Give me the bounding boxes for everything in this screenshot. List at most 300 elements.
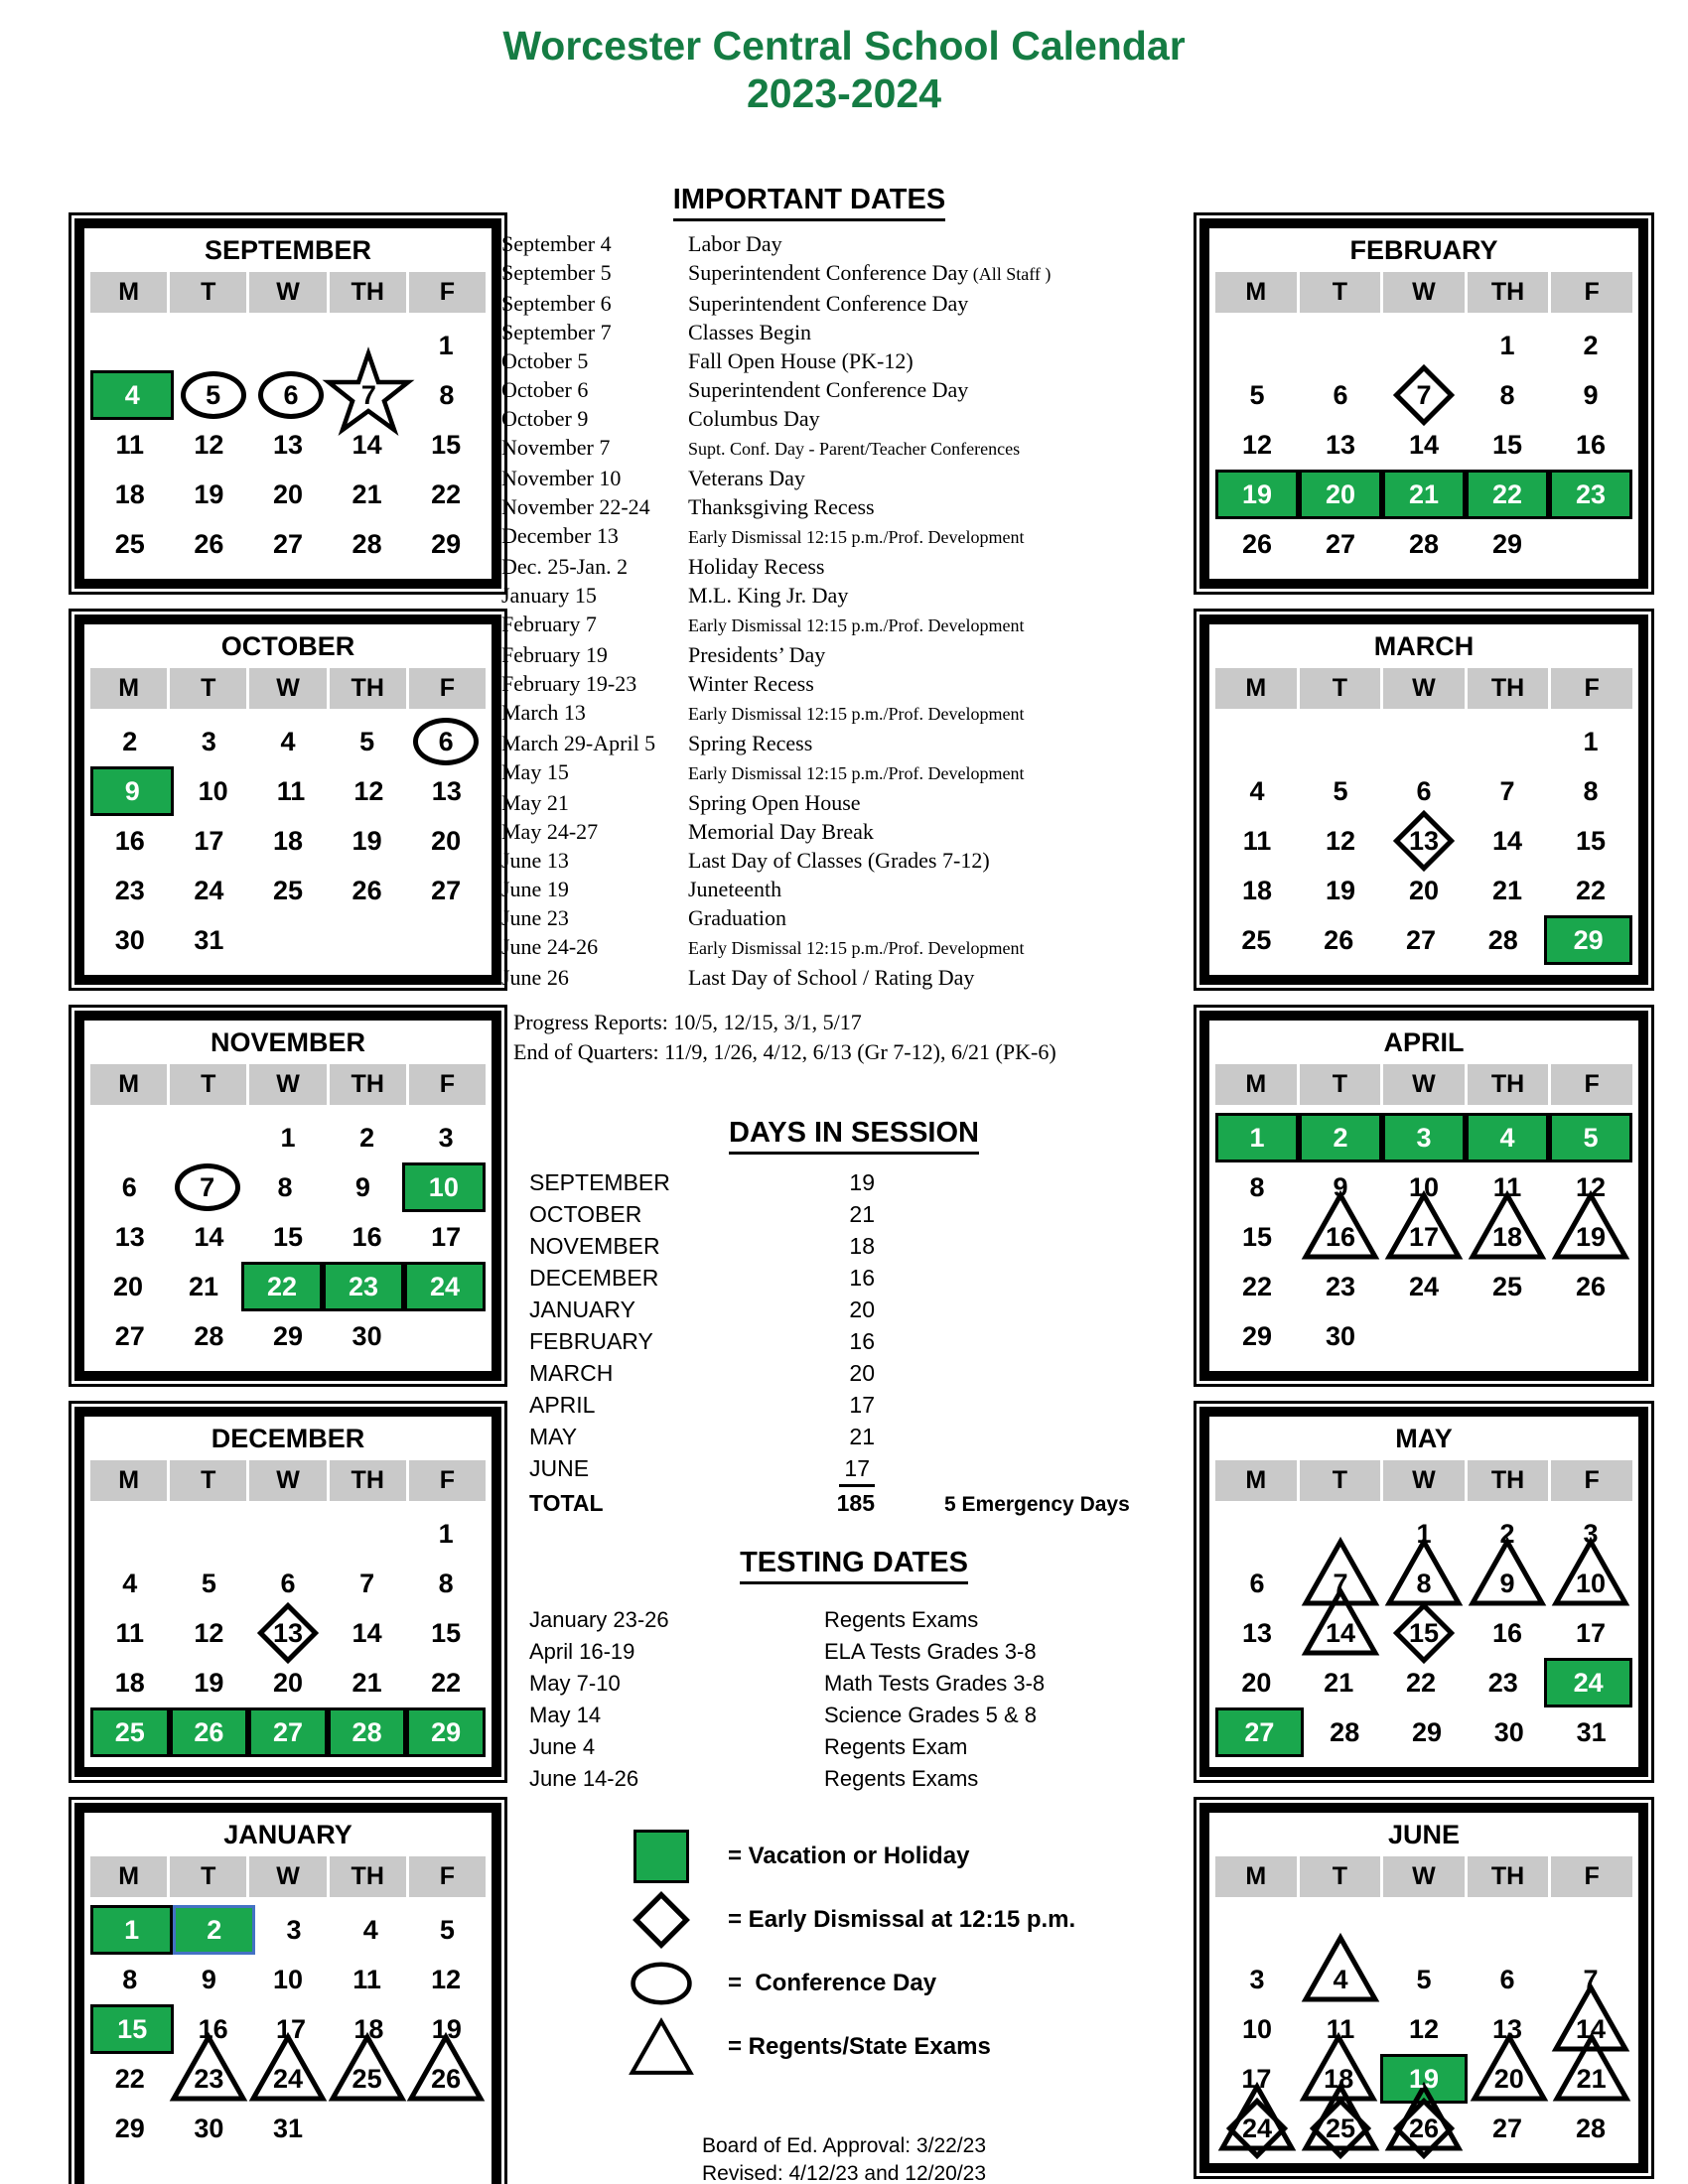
day-number: 5 [201, 1568, 216, 1598]
calendar-day-cell [328, 470, 407, 519]
day-number: 27 [1325, 528, 1356, 559]
day-number: 13 [431, 775, 462, 806]
underlined-value: 17 [839, 1452, 875, 1487]
day-number: 19 [194, 478, 224, 509]
days-in-session-row [529, 1294, 1206, 1325]
calendar-day-cell [170, 1113, 249, 1162]
calendar-week-row [1215, 1212, 1632, 1262]
calendar-week-row [1215, 866, 1632, 915]
day-number: 1 [438, 1518, 454, 1549]
day-number: 17 [1241, 2063, 1272, 2094]
calendar-day-cell [1215, 766, 1299, 816]
calendar-day-cell [1298, 1658, 1380, 1707]
calendar-week-row [90, 470, 486, 519]
day-number: 22 [431, 1667, 462, 1698]
day-number: 4 [1499, 1122, 1515, 1153]
calendar-day-cell [248, 519, 328, 569]
calendar-week-row [1215, 1707, 1632, 1757]
important-date-description: Presidents’ Day [688, 642, 826, 667]
calendar-day-cell [1466, 1955, 1549, 2004]
calendar-day-cell [1466, 1212, 1549, 1262]
weekday-t: T [170, 1856, 249, 1897]
calendar-day-cell [1382, 1311, 1466, 1361]
calendar-day-cell [1382, 1608, 1466, 1658]
calendar-october [74, 614, 501, 985]
page-title-line2: 2023-2024 [746, 70, 942, 116]
calendar-day-cell [90, 1608, 170, 1658]
testing-date-label: January 23-26 [529, 1607, 669, 1632]
day-number: 21 [1491, 875, 1523, 905]
calendar-weekday-header [90, 1064, 486, 1105]
calendar-week-row [90, 766, 486, 816]
calendar-month-title: FEBRUARY [1349, 235, 1498, 265]
days-in-session-month: JUNE [529, 1455, 590, 1481]
important-date-row [501, 552, 1206, 581]
day-number: 13 [1408, 825, 1440, 856]
calendar-weekday-header [1215, 668, 1632, 709]
calendar-month-title: MAY [1395, 1424, 1453, 1453]
day-number: 28 [352, 1716, 382, 1747]
important-dates-heading-text: IMPORTANT DATES [673, 184, 945, 221]
calendar-december [74, 1407, 501, 1777]
calendar-day-cell [170, 470, 249, 519]
important-date-label: September 6 [501, 291, 612, 316]
weekday-t: T [1300, 668, 1384, 709]
important-dates-note-line: End of Quarters: 11/9, 1/26, 4/12, 6/13 (Gr 7-12), 6/21 (PK-6) [513, 1039, 1056, 1064]
important-date-row [501, 903, 1206, 932]
day-number: 25 [1241, 924, 1272, 955]
testing-date-description: Regents Exam [824, 1734, 968, 1759]
day-number: 15 [431, 429, 462, 460]
calendar-day-cell [90, 1311, 170, 1361]
calendar-week-row [90, 1955, 486, 2004]
day-number: 6 [283, 379, 299, 410]
weekday-th: TH [330, 668, 409, 709]
legend-item [501, 1952, 1206, 2015]
day-number: 17 [1575, 1617, 1607, 1648]
day-number: 5 [206, 379, 221, 410]
day-number: 30 [114, 924, 145, 955]
calendar-day-cell [1466, 370, 1549, 420]
calendar-week-row [90, 519, 486, 569]
day-number: 26 [1241, 528, 1273, 559]
important-date-row [501, 375, 1206, 404]
day-number: 19 [1408, 2063, 1440, 2094]
calendar-day-cell [248, 866, 328, 915]
calendar-day-cell [246, 1162, 324, 1212]
calendar-grid [90, 1113, 486, 1361]
calendar-weekday-header [90, 1460, 486, 1501]
important-date-description: Winter Recess [688, 671, 814, 696]
calendar-day-cell [406, 470, 486, 519]
calendar-day-cell [1544, 1658, 1632, 1707]
calendar-week-row [90, 915, 486, 965]
day-number: 22 [431, 478, 462, 509]
day-number: 13 [1325, 429, 1356, 460]
days-in-session-month: DECEMBER [529, 1265, 659, 1291]
day-number: 15 [1575, 825, 1607, 856]
calendar-day-cell [170, 1955, 249, 2004]
calendar-april [1199, 1011, 1648, 1381]
weekday-m: M [90, 668, 170, 709]
day-number: 8 [439, 379, 455, 410]
calendar-day-cell [248, 1608, 328, 1658]
important-date-row [501, 669, 1206, 698]
calendar-day-cell [1549, 1559, 1632, 1608]
weekday-th: TH [330, 1064, 409, 1105]
days-in-session-row [529, 1198, 1206, 1230]
days-in-session-heading [501, 1117, 1206, 1155]
calendar-day-cell [402, 1162, 486, 1212]
day-number: 14 [352, 429, 382, 460]
calendar-day-cell [1382, 717, 1466, 766]
calendar-day-cell [90, 519, 170, 569]
weekday-f: F [1551, 1856, 1632, 1897]
calendar-day-cell [1382, 1955, 1466, 2004]
calendar-day-cell [1466, 519, 1549, 569]
weekday-m: M [90, 1856, 170, 1897]
testing-date-row [529, 1668, 1206, 1700]
calendar-day-cell [1215, 1559, 1299, 1608]
important-date-description: Early Dismissal 12:15 p.m./Prof. Development [688, 763, 1025, 783]
calendar-month-title: JANUARY [223, 1820, 352, 1849]
calendar-day-cell [328, 2054, 407, 2104]
calendar-day-cell [90, 2104, 170, 2153]
day-number: 12 [353, 775, 384, 806]
important-date-row [501, 404, 1206, 433]
important-date-label: May 21 [501, 790, 569, 815]
day-number: 5 [439, 1914, 455, 1945]
day-number: 22 [114, 2063, 145, 2094]
day-number: 16 [352, 1221, 382, 1252]
testing-date-description: Regents Exams [824, 1607, 979, 1632]
weekday-w: W [249, 272, 329, 313]
day-number: 15 [272, 1221, 303, 1252]
testing-date-row [529, 1636, 1206, 1668]
calendar-day-cell [1215, 1707, 1304, 1757]
important-date-description: Superintendent Conference Day (All Staff ) [688, 260, 1052, 285]
days-in-session-value: 18 [849, 1233, 875, 1259]
day-number: 10 [428, 1171, 459, 1202]
day-number: 8 [1416, 1568, 1432, 1598]
calendar-day-cell [1386, 1707, 1469, 1757]
testing-date-label: May 14 [529, 1703, 602, 1727]
calendar-day-cell [1549, 1905, 1632, 1955]
calendar-day-cell [248, 2054, 328, 2104]
calendar-week-row [1215, 1658, 1632, 1707]
calendar-day-cell [170, 321, 249, 370]
legend-icon-oval [629, 1959, 694, 2008]
day-number: 25 [114, 1716, 145, 1747]
day-number: 18 [353, 2013, 384, 2044]
day-number: 31 [194, 924, 224, 955]
calendar-grid [90, 1509, 486, 1757]
day-number: 18 [1324, 2063, 1354, 2094]
important-date-row [501, 729, 1206, 757]
important-date-row [501, 433, 1206, 464]
important-date-row [501, 932, 1206, 963]
days-in-session-row [529, 1452, 1206, 1487]
important-date-label: September 4 [501, 231, 612, 256]
days-in-session-row [529, 1230, 1206, 1262]
day-number: 24 [1241, 2113, 1273, 2143]
calendar-day-cell [323, 1262, 404, 1311]
calendar-day-cell [1299, 420, 1382, 470]
day-number: 27 [1244, 1716, 1275, 1747]
calendar-day-cell [406, 915, 486, 965]
calendar-day-cell [328, 1113, 407, 1162]
calendar-day-cell [1299, 321, 1382, 370]
weekday-w: W [1383, 272, 1468, 313]
calendar-day-cell [408, 766, 486, 816]
day-number: 1 [438, 330, 454, 360]
calendar-weekday-header [90, 668, 486, 709]
day-number: 19 [1575, 1221, 1607, 1252]
calendar-day-cell [1215, 2004, 1299, 2054]
days-in-session-row [529, 1166, 1206, 1198]
day-number: 11 [1492, 1171, 1522, 1202]
calendar-day-cell [1380, 915, 1463, 965]
calendar-day-cell [1215, 1262, 1299, 1311]
calendar-day-cell [90, 370, 174, 420]
important-date-description: Memorial Day Break [688, 819, 874, 844]
calendar-day-cell [1382, 321, 1466, 370]
day-number: 15 [1408, 1617, 1440, 1648]
day-number: 13 [272, 429, 303, 460]
testing-date-row [529, 1731, 1206, 1763]
day-number: 17 [1408, 1221, 1440, 1252]
important-date-row [501, 963, 1206, 992]
calendar-week-row [90, 1658, 486, 1707]
important-dates-notes [501, 1008, 1206, 1067]
day-number: 23 [1575, 478, 1607, 509]
days-in-session-value: 19 [849, 1169, 875, 1195]
calendar-day-cell [408, 370, 486, 420]
calendar-day-cell [170, 1311, 249, 1361]
calendar-day-cell [90, 915, 170, 965]
important-date-row [501, 846, 1206, 875]
important-date-row [501, 788, 1206, 817]
day-number: 3 [1249, 1964, 1265, 1994]
weekday-t: T [170, 1460, 249, 1501]
day-number: 7 [1333, 1568, 1348, 1598]
calendar-day-cell [406, 519, 486, 569]
day-number: 12 [194, 1617, 224, 1648]
day-number: 27 [114, 1320, 145, 1351]
early-dismissal-diamond-icon [632, 1890, 691, 1950]
day-number: 26 [431, 2063, 462, 2094]
left-calendar-column [74, 218, 501, 2184]
important-date-row [501, 464, 1206, 492]
day-number: 18 [114, 478, 145, 509]
testing-date-description: ELA Tests Grades 3-8 [824, 1639, 1037, 1664]
important-date-label: October 5 [501, 348, 589, 373]
regents-triangle-icon [629, 2015, 694, 2079]
calendar-day-cell [248, 2104, 328, 2153]
weekday-th: TH [1468, 1064, 1552, 1105]
calendar-day-cell [328, 915, 407, 965]
calendar-month-title: JUNE [1387, 1820, 1461, 1849]
day-number: 28 [1487, 924, 1518, 955]
days-in-session-row [529, 1357, 1206, 1389]
day-number: 27 [1491, 2113, 1523, 2143]
calendar-day-cell [248, 1658, 328, 1707]
day-number: 15 [1241, 1221, 1273, 1252]
calendar-day-cell [1549, 1212, 1632, 1262]
important-date-description: Last Day of Classes (Grades 7-12) [688, 848, 990, 873]
important-date-description: Veterans Day [688, 466, 805, 490]
calendar-week-row [1215, 370, 1632, 420]
calendar-week-row [1215, 420, 1632, 470]
weekday-t: T [170, 272, 249, 313]
day-number: 21 [188, 1271, 219, 1301]
important-date-description: Spring Recess [688, 731, 813, 755]
calendar-day-cell [406, 1113, 486, 1162]
weekday-m: M [90, 1460, 170, 1501]
day-number: 11 [115, 429, 145, 460]
day-number: 18 [1491, 1221, 1523, 1252]
calendar-week-row [90, 321, 486, 370]
calendar-day-cell [1468, 2054, 1550, 2104]
day-number: 16 [1491, 1617, 1523, 1648]
calendar-day-cell [1466, 1113, 1549, 1162]
calendar-day-cell [1382, 1212, 1466, 1262]
day-number: 24 [272, 2063, 303, 2094]
day-number: 10 [1408, 1171, 1440, 1202]
calendar-day-cell [406, 717, 486, 766]
calendar-day-cell [1382, 1262, 1466, 1311]
calendar-grid [1215, 717, 1632, 965]
day-number: 24 [1573, 1667, 1604, 1698]
day-number: 9 [1499, 1568, 1515, 1598]
day-number: 20 [1493, 2063, 1524, 2094]
important-date-row [501, 492, 1206, 521]
important-date-description: Fall Open House (PK-12) [688, 348, 914, 373]
legend-item [501, 1888, 1206, 1952]
calendar-day-cell [1466, 866, 1549, 915]
weekday-t: T [1300, 1460, 1384, 1501]
calendar-grid [1215, 321, 1632, 569]
day-number: 20 [272, 478, 303, 509]
day-number: 1 [280, 1122, 296, 1153]
day-number: 28 [1408, 528, 1440, 559]
calendar-day-cell [1299, 1608, 1382, 1658]
calendar-week-row [90, 420, 486, 470]
day-number: 26 [1575, 1271, 1607, 1301]
calendar-day-cell [406, 866, 486, 915]
calendar-day-cell [1466, 816, 1549, 866]
day-number: 12 [1408, 2013, 1440, 2044]
calendar-day-cell [1382, 2004, 1466, 2054]
calendar-week-row [1215, 766, 1632, 816]
calendar-day-cell [1215, 1608, 1299, 1658]
important-date-label: May 15 [501, 759, 569, 784]
calendar-day-cell [170, 1559, 249, 1608]
calendar-week-row [90, 1905, 486, 1955]
calendar-day-cell [406, 2054, 486, 2104]
calendar-day-cell [1462, 1658, 1544, 1707]
day-number: 9 [201, 1964, 216, 1994]
calendar-month-title: NOVEMBER [210, 1027, 365, 1057]
calendar-week-row [90, 1212, 486, 1262]
testing-date-description: Science Grades 5 & 8 [824, 1703, 1038, 1727]
important-date-label: June 24-26 [501, 934, 599, 959]
day-number: 4 [124, 379, 140, 410]
days-in-session-value: 185 [836, 1490, 875, 1516]
calendar-day-cell [1466, 1311, 1549, 1361]
important-date-label: October 9 [501, 406, 589, 431]
important-date-row [501, 875, 1206, 903]
calendar-week-row [90, 1509, 486, 1559]
day-number: 5 [1416, 1964, 1432, 1994]
calendar-day-cell [1462, 915, 1544, 965]
day-number: 15 [431, 1617, 462, 1648]
calendar-day-cell [328, 1559, 407, 1608]
day-number: 23 [1325, 1271, 1356, 1301]
day-number: 10 [198, 775, 228, 806]
calendar-day-cell [406, 321, 486, 370]
calendar-day-cell [1299, 2104, 1382, 2153]
day-number: 22 [266, 1271, 298, 1301]
calendar-day-cell [406, 2104, 486, 2153]
calendar-day-cell [168, 1162, 245, 1212]
calendar-weekday-header [1215, 1064, 1632, 1105]
day-number: 9 [354, 1171, 370, 1202]
days-in-session-value: 21 [849, 1201, 875, 1227]
calendar-day-cell [1215, 470, 1299, 519]
important-date-row [501, 640, 1206, 669]
calendar-day-cell [90, 1559, 170, 1608]
calendar-day-cell [406, 420, 486, 470]
important-date-description: Early Dismissal 12:15 p.m./Prof. Development [688, 704, 1025, 724]
calendar-day-cell [1382, 766, 1466, 816]
calendar-day-cell [1382, 2104, 1466, 2153]
calendar-day-cell [248, 717, 328, 766]
calendar-february [1199, 218, 1648, 589]
day-number: 29 [272, 1320, 303, 1351]
calendar-day-cell [90, 321, 170, 370]
day-number: 8 [277, 1171, 293, 1202]
important-date-label: September 7 [501, 320, 612, 344]
important-date-label: November 22-24 [501, 494, 650, 519]
calendar-grid [90, 1905, 486, 2153]
calendar-day-cell [1215, 1212, 1299, 1262]
day-number: 8 [1583, 775, 1599, 806]
day-number: 23 [114, 875, 145, 905]
calendar-day-cell [328, 519, 407, 569]
calendar-day-cell [1299, 1262, 1382, 1311]
calendar-day-cell [170, 519, 249, 569]
calendar-day-cell [1544, 915, 1632, 965]
day-number: 8 [1249, 1171, 1265, 1202]
day-number: 24 [1408, 1271, 1440, 1301]
calendar-day-cell [1215, 1113, 1299, 1162]
day-number: 16 [1325, 1221, 1356, 1252]
day-number: 6 [1499, 1964, 1515, 1994]
important-date-label: June 13 [501, 848, 569, 873]
calendar-week-row [1215, 1905, 1632, 1955]
weekday-f: F [1551, 272, 1632, 313]
page-title-line1: Worcester Central School Calendar [502, 23, 1186, 68]
calendar-day-cell [1549, 420, 1632, 470]
calendar-week-row [90, 866, 486, 915]
calendar-week-row [1215, 915, 1632, 965]
calendar-day-cell [90, 2004, 174, 2054]
calendar-day-cell [90, 1509, 170, 1559]
day-number: 13 [1491, 2013, 1523, 2044]
calendar-day-cell [1299, 766, 1382, 816]
important-date-label: November 7 [501, 435, 611, 460]
